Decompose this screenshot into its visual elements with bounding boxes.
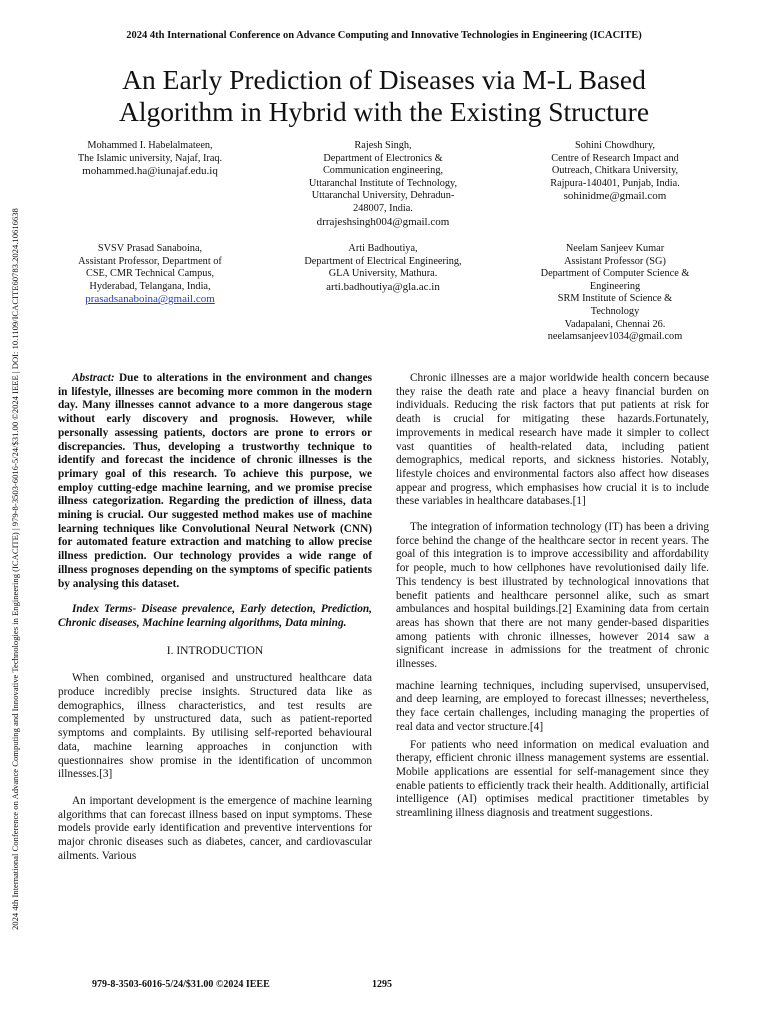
- intro-paragraph-1: When combined, organised and unstructured healthcare data produce incredibly precise insights. Structured data like as demographics, illness characteristics, and test results are complemented by unstructured data, such as patient-reported symptoms and complaints. By utilising self-reported behavioural data, machine learning approaches in conjunction with questionnaires show promise in the identification of uncommon illnesses.[3]: [58, 672, 372, 781]
- author-4-email-link[interactable]: prasadsanaboina@gmail.com: [85, 293, 215, 306]
- abstract-lead: Abstract:: [72, 372, 115, 384]
- intro-paragraph-2: An important development is the emergence of machine learning algorithms that can forecast illness based on input symptoms. These models provide early identification and preventive interventions for major chronic diseases such as diabetes, cancer, and cardiovascular ailments. Various: [58, 794, 372, 862]
- author-5: Arti Badhoutiya, Department of Electrical Engineering, GLA University, Mathura. arti.badhoutiya@gla.ac.in: [283, 243, 483, 293]
- introduction-heading: I. INTRODUCTION: [166, 644, 264, 657]
- paper-title: [40, 64, 728, 128]
- side-margin-citation: 2024 4th International Conference on Advance Computing and Innovative Technologies in Engineering (ICACITE) | 979-8-3503-6016-5/24/$31.00 ©2024 IEEE | DOI: 10.1109/ICACITE60783.2024.10616638: [10, 208, 20, 930]
- author-1-email[interactable]: mohammed.ha@iunajaf.edu.iq: [82, 165, 218, 178]
- author-1: Mohammed I. Habelalmateen, The Islamic university, Najaf, Iraq. mohammed.ha@iunajaf.edu.iq: [50, 140, 250, 178]
- author-6-email[interactable]: neelamsanjeev1034@gmail.com: [547, 331, 683, 343]
- conference-header: 2024 4th International Conference on Advance Computing and Innovative Technologies in Engineering (ICACITE): [126, 30, 642, 41]
- right-paragraph-2: The integration of information technology (IT) has been a driving force behind the change of the healthcare sector in recent years. The goal of this integration is to improve accessibility and affordability for people, much to how cellphones have revolutionised daily life. This tendency is best illustrated by technological innovations that benefit patients and healthcare personnel alike, such as smart ambulances and hospital buildings.[2] Examining data from certain areas has shown that there are not many gender-based disparities among patients with chronic illnesses, however 2014 saw a significant increase in admissions for the treatment of chronic illnesses.: [396, 521, 709, 671]
- footer-isbn: 979-8-3503-6016-5/24/$31.00 ©2024 IEEE: [92, 979, 270, 990]
- right-paragraph-3: machine learning techniques, including supervised, unsupervised, and deep learning, are employed to forecast illnesses; nevertheless, they face certain challenges, including managing the properties of real data and vector structure.[4]: [396, 679, 709, 733]
- left-column: [58, 372, 372, 864]
- author-5-email[interactable]: arti.badhoutiya@gla.ac.in: [326, 280, 440, 293]
- abstract-text: Due to alterations in the environment and changes in lifestyle, illnesses are becoming more common in the modern day. Many illnesses cannot advance to a more dangerous stage without early discovery and prognosis. However, while personally assessing patients, doctors are prone to errors or discrepancies. Thus, developing a trustworthy technique to identify and forecast the incidence of chronic illnesses is the primary goal of this research. To achieve this purpose, we employ cutting-edge machine learning, and we promise precise illness categorization. Regarding the prediction of illness, data mining is crucial. Our suggested method makes use of machine learning techniques like Convolutional Neural Network (CNN) for automated feature extraction and matching to allow precise illness prediction. Our technology provides a wide range of illness prognoses depending on the symptoms of specific patients by analysing this dataset.: [58, 372, 372, 590]
- author-3-email[interactable]: sohinidme@gmail.com: [563, 190, 667, 203]
- right-column: [396, 372, 709, 821]
- right-paragraph-4: For patients who need information on medical evaluation and therapy, efficient chronic illness management systems are essential. Mobile applications are essential for self-management since they enable patients to efficiently track their health. Additionally, artificial intelligence (AI) optimises medical practitioner timetables by streamlining illness diagnosis and treatment suggestions.: [396, 738, 709, 820]
- author-3: Sohini Chowdhury, Centre of Research Impact and Outreach, Chitkara University, Rajpura-140401, Punjab, India. sohinidme@gmail.com: [515, 140, 715, 203]
- author-2: Rajesh Singh, Department of Electronics & Communication engineering, Uttaranchal Institute of Technology, Uttaranchal University, Dehradun- 248007, India. drrajeshsingh004@gmail.com: [283, 140, 483, 228]
- author-6: Neelam Sanjeev Kumar Assistant Professor (SG) Department of Computer Science & Engineering SRM Institute of Science & Technology Vadapalani, Chennai 26. neelamsanjeev1034@gmail.com: [515, 243, 715, 344]
- abstract: [58, 372, 372, 591]
- right-paragraph-1: Chronic illnesses are a major worldwide health concern because they raise the death rate and place a heavy financial burden on individuals. Reducing the risk factors that put patients at risk for death is crucial for mitigating these hazards.Fortunately, improvements in medical research have made it simpler to collect vast quantities of health-related data, including patient demographics, medical reports, and sickness histories. Notably, lifestyle choices and environmental factors also affect how diseases appear and progress, which emphasises how crucial it is to include these variables in healthcare databases.[1]: [396, 372, 709, 508]
- title-line-2: Algorithm in Hybrid with the Existing Structure: [118, 96, 650, 127]
- title-line-1: An Early Prediction of Diseases via M-L Based: [122, 64, 646, 95]
- author-4: SVSV Prasad Sanaboina, Assistant Professor, Department of CSE, CMR Technical Campus, Hyderabad, Telangana, India, prasadsanaboina@gmail.com: [50, 243, 250, 306]
- index-terms: Index Terms- Disease prevalence, Early detection, Prediction, Chronic diseases, Machine learning algorithms, Data mining.: [58, 603, 372, 629]
- author-2-email[interactable]: drrajeshsingh004@gmail.com: [316, 215, 450, 228]
- page-number: 1295: [372, 979, 392, 990]
